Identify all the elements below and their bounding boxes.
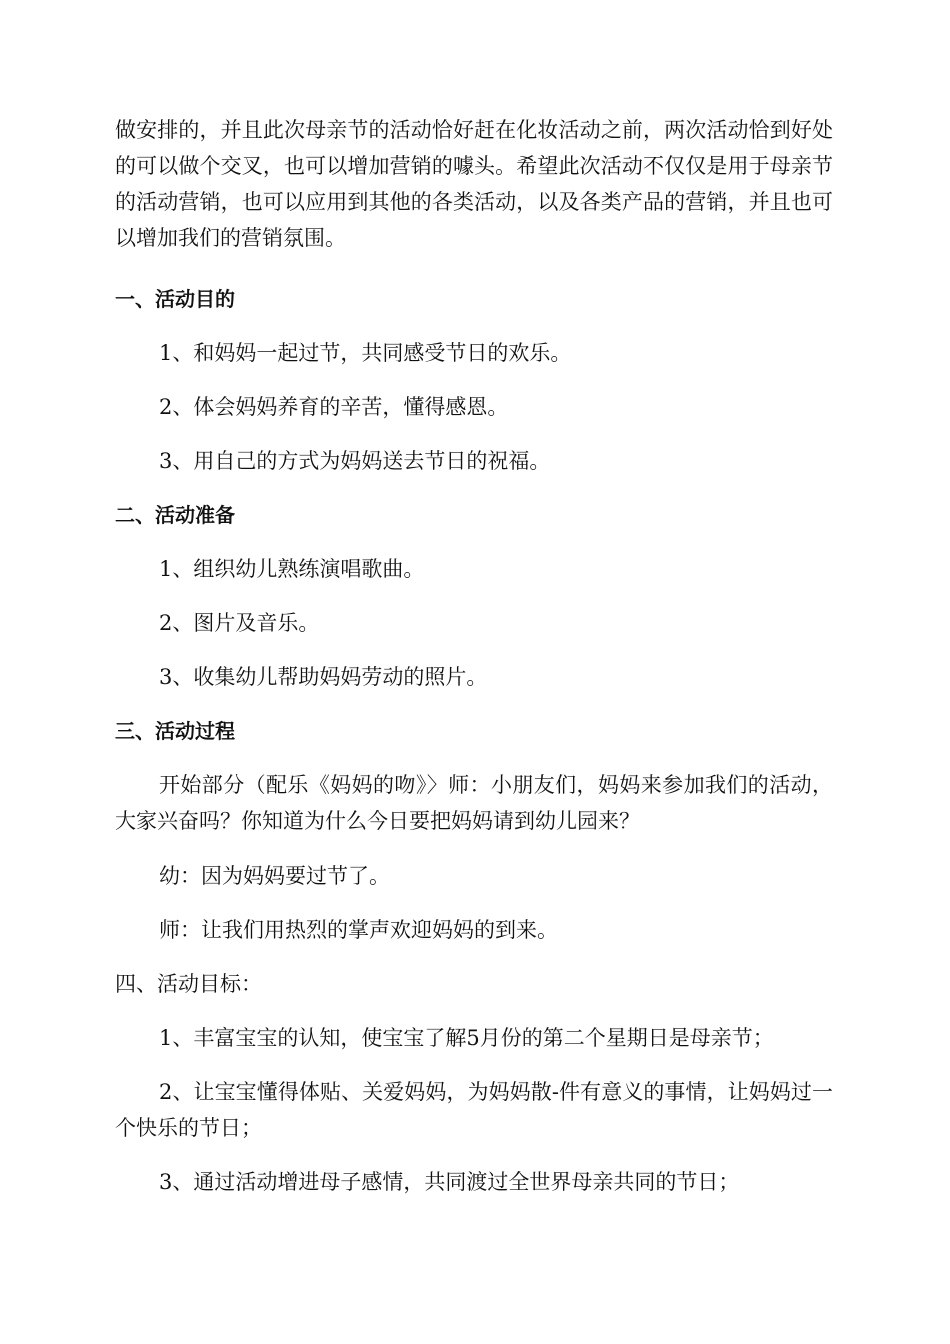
- section-1-item-1: 1、和妈妈一起过节，共同感受节日的欢乐。: [159, 341, 572, 365]
- section-3-heading: 三、活动过程: [115, 719, 235, 743]
- section-4-item-3: 3、通过活动增进母子感情，共同渡过全世界母亲共同的节日；: [159, 1170, 740, 1194]
- section-2-item-1: 1、组织幼儿熟练演唱歌曲。: [159, 557, 425, 581]
- section-1-item-3: 3、用自己的方式为妈妈送去节日的祝福。: [159, 449, 551, 473]
- section-4-heading: 四、活动目标：: [115, 972, 262, 996]
- section-1-item-2: 2、体会妈妈养育的辛苦，懂得感恩。: [159, 395, 509, 419]
- section-2-item-3: 3、收集幼儿帮助妈妈劳动的照片。: [159, 665, 488, 689]
- section-4-item-2: 2、让宝宝懂得体贴、关爱妈妈，为妈妈散-件有意义的事情，让妈妈过一个快乐的节日；: [115, 1080, 833, 1140]
- section-3-opening-paragraph: 开始部分（配乐《妈妈的吻》〉师：小朋友们，妈妈来参加我们的活动，大家兴奋吗？你知道为什么今日要把妈妈请到幼儿园来？: [115, 773, 833, 833]
- section-3-teacher-line: 师：让我们用热烈的掌声欢迎妈妈的到来。: [159, 918, 558, 942]
- section-3-child-line: 幼：因为妈妈要过节了。: [159, 864, 390, 888]
- section-4-item-1: 1、丰富宝宝的认知，使宝宝了解5月份的第二个星期日是母亲节；: [159, 1026, 774, 1050]
- section-2-item-2: 2、图片及音乐。: [159, 611, 320, 635]
- section-1-heading: 一、活动目的: [115, 287, 235, 311]
- intro-paragraph: 做安排的，并且此次母亲节的活动恰好赶在化妆活动之前，两次活动恰到好处的可以做个交叉，也可以增加营销的噱头。希望此次活动不仅仅是用于母亲节的活动营销，也可以应用到其他的各类活动，以及各类产品的营销，并且也可以增加我们的营销氛围。: [115, 118, 833, 250]
- section-2-heading: 二、活动准备: [115, 503, 235, 527]
